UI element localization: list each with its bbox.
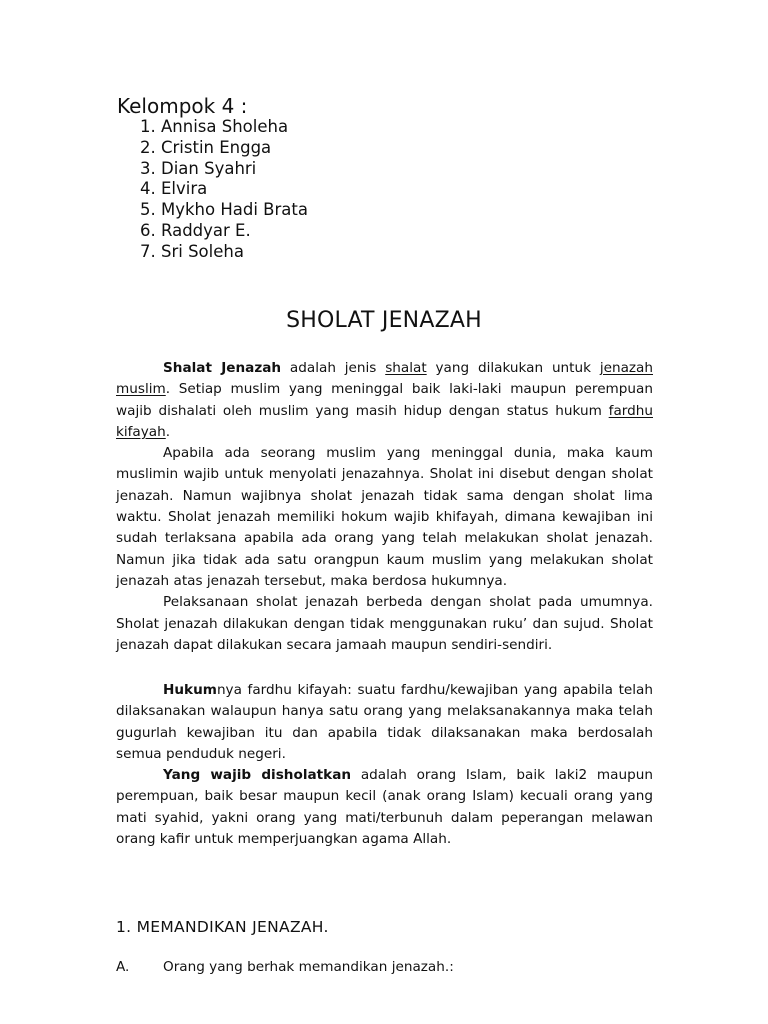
paragraph-text: . [165, 423, 171, 440]
member-item: 2. Cristin Engga [140, 137, 272, 157]
link-shalat[interactable]: shalat [385, 360, 427, 376]
member-item: 1. Annisa Sholeha [140, 117, 289, 136]
link-jenazah-muslim[interactable]: jenazah muslim [116, 360, 653, 398]
link-fardhu-kifayah[interactable]: fardhu kifayah [116, 402, 653, 440]
section-heading: 1. MEMANDIKAN JENAZAH. [116, 918, 329, 936]
paragraph-definition [116, 358, 653, 443]
member-item: 7. Sri Soleha [140, 241, 244, 261]
paragraph-procedure: Pelaksanaan sholat jenazah berbeda dengan sholat pada umumnya. Sholat jenazah dilakukan dengan tidak menggunakan ruku’ dan sujud. Sholat jenazah dapat dilakukan secara jamaah maupun sendiri-sendiri. [116, 594, 653, 653]
subsection-text: Orang yang berhak memandikan jenazah.: [163, 959, 454, 975]
member-item: 4. Elvira [140, 179, 208, 199]
term-yang-wajib: Yang wajib disholatkan [163, 767, 352, 784]
paragraph-text: yang dilakukan untuk [426, 360, 600, 376]
paragraph-text: adalah jenis [281, 360, 386, 376]
paragraph-text: adalah orang Islam, baik laki2 maupun perempuan, baik besar maupun kecil (anak orang Islam) kecuali orang yang mati syahid, yakni orang yang mati/terbunuh dalam peperangan melawan orang kafir untuk memperjuangkan agama Allah. [116, 767, 653, 848]
group-title: Kelompok 4 : [117, 94, 248, 118]
member-item: 5. Mykho Hadi Brata [140, 200, 308, 220]
member-item: 3. Dian Syahri [140, 158, 257, 178]
term-hukum: Hukum [163, 682, 217, 698]
document-title: SHOLAT JENAZAH [286, 308, 482, 333]
ruling-section [116, 680, 653, 850]
paragraph-text: nya fardhu kifayah: suatu fardhu/kewajiban yang apabila telah dilaksanakan walaupun hanya satu orang yang melaksanakannya maka telah gugurlah kewajiban itu dan apabila tidak dilaksanakan maka berdosalah semua penduduk negeri. [116, 682, 653, 762]
member-item: 6. Raddyar E. [140, 220, 251, 240]
paragraph-text: . Setiap muslim yang meninggal baik laki-laki maupun perempuan wajib dishalati oleh muslim yang masih hidup dengan status hukum [116, 381, 653, 419]
paragraph-obligation: Apabila ada seorang muslim yang meninggal dunia, maka kaum muslimin wajib untuk menyolati jenazahnya. Sholat ini disebut dengan sholat jenazah. Namun wajibnya sholat jenazah tidak sama dengan sholat lima waktu. Sholat jenazah memiliki hokum wajib khifayah, dimana kewajiban ini sudah terlaksana apabila ada orang yang telah melakukan sholat jenazah. Namun jika tidak ada satu orangpun kaum muslim yang melakukan sholat jenazah atas jenazah tersebut, maka berdosa hukumnya. [116, 445, 653, 589]
term-shalat-jenazah: Shalat Jenazah [163, 360, 282, 376]
subsection-marker: A. [116, 959, 130, 975]
paragraph-who-prayed [116, 765, 653, 850]
member-list [140, 117, 308, 263]
paragraph-ruling [116, 680, 653, 765]
intro-section [116, 358, 653, 656]
